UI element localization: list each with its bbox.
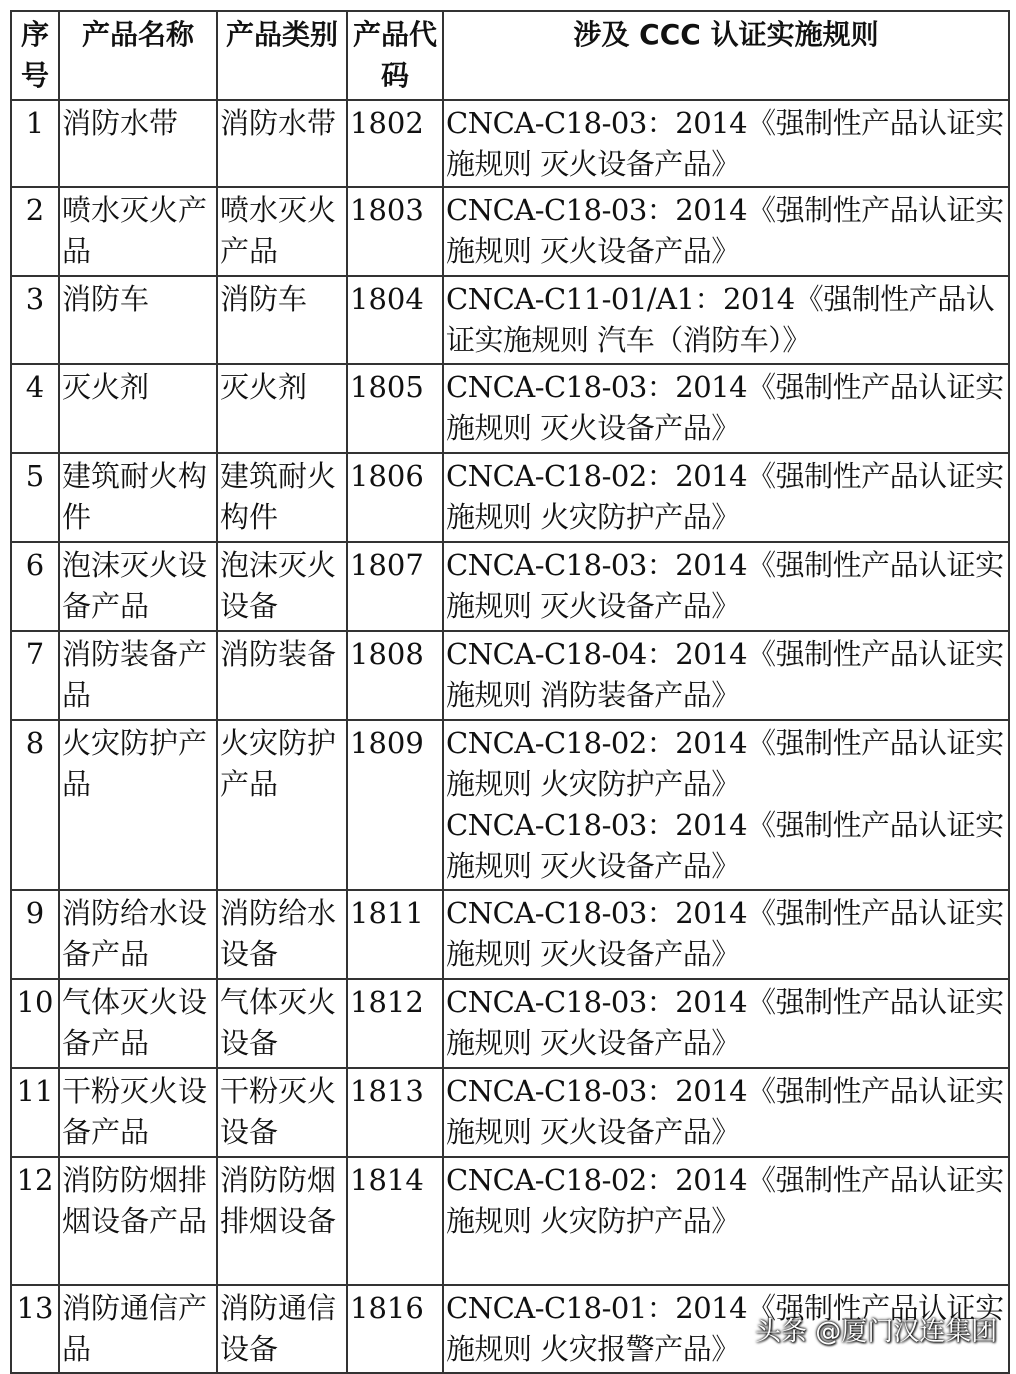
cell-product-code: 1805 bbox=[347, 364, 443, 453]
rule-text: CNCA-C18-01：2014《强制性产品认证实施规则 火灾报警产品》 bbox=[446, 1291, 1004, 1366]
table-row bbox=[11, 187, 1009, 276]
cell-product-name: 干粉灭火设备产品 bbox=[59, 1068, 217, 1157]
cell-product-code: 1803 bbox=[347, 187, 443, 276]
cell-ccc-rules bbox=[443, 890, 1009, 979]
cell-product-code: 1809 bbox=[347, 720, 443, 890]
cell-seq: 6 bbox=[11, 542, 59, 631]
header-product-name: 产品名称 bbox=[59, 11, 217, 100]
table-row bbox=[11, 1068, 1009, 1157]
cell-product-category: 消防给水设备 bbox=[217, 890, 347, 979]
watermark: 头条 @厦门汉连集团 bbox=[755, 1317, 998, 1347]
cell-seq: 3 bbox=[11, 276, 59, 364]
cell-product-code: 1802 bbox=[347, 100, 443, 187]
cell-product-code: 1814 bbox=[347, 1157, 443, 1285]
cell-product-name: 消防给水设备产品 bbox=[59, 890, 217, 979]
cell-product-code: 1808 bbox=[347, 631, 443, 720]
cell-product-name: 消防通信产品 bbox=[59, 1285, 217, 1373]
cell-ccc-rules bbox=[443, 720, 1009, 890]
cell-product-category: 消防水带 bbox=[217, 100, 347, 187]
cell-product-name: 火灾防护产品 bbox=[59, 720, 217, 890]
cell-seq: 4 bbox=[11, 364, 59, 453]
header-product-code: 产品代码 bbox=[347, 11, 443, 100]
header-product-category: 产品类别 bbox=[217, 11, 347, 100]
cell-product-code: 1812 bbox=[347, 979, 443, 1068]
cell-ccc-rules bbox=[443, 631, 1009, 720]
cell-product-name: 喷水灭火产品 bbox=[59, 187, 217, 276]
rule-text: CNCA-C18-03：2014《强制性产品认证实施规则 灭火设备产品》 bbox=[446, 808, 1004, 883]
cell-product-category: 消防车 bbox=[217, 276, 347, 364]
table-row bbox=[11, 453, 1009, 542]
table-row bbox=[11, 1157, 1009, 1285]
cell-ccc-rules bbox=[443, 187, 1009, 276]
cell-product-name: 消防车 bbox=[59, 276, 217, 364]
cell-seq: 9 bbox=[11, 890, 59, 979]
rule-text: CNCA-C18-03：2014《强制性产品认证实施规则 灭火设备产品》 bbox=[446, 985, 1004, 1060]
cell-product-name: 建筑耐火构件 bbox=[59, 453, 217, 542]
cell-seq: 1 bbox=[11, 100, 59, 187]
cell-product-category: 泡沫灭火设备 bbox=[217, 542, 347, 631]
rule-text: CNCA-C18-03：2014《强制性产品认证实施规则 灭火设备产品》 bbox=[446, 106, 1004, 181]
cell-product-code: 1813 bbox=[347, 1068, 443, 1157]
cell-seq: 7 bbox=[11, 631, 59, 720]
cell-seq: 11 bbox=[11, 1068, 59, 1157]
table-header-row bbox=[11, 11, 1009, 100]
cell-product-code: 1804 bbox=[347, 276, 443, 364]
cell-product-name: 消防水带 bbox=[59, 100, 217, 187]
cell-seq: 2 bbox=[11, 187, 59, 276]
cell-product-code: 1807 bbox=[347, 542, 443, 631]
cell-ccc-rules bbox=[443, 542, 1009, 631]
header-seq: 序号 bbox=[11, 11, 59, 100]
cell-ccc-rules bbox=[443, 100, 1009, 187]
cell-product-category: 干粉灭火设备 bbox=[217, 1068, 347, 1157]
cell-seq: 8 bbox=[11, 720, 59, 890]
cell-product-category: 灭火剂 bbox=[217, 364, 347, 453]
cell-product-category: 建筑耐火构件 bbox=[217, 453, 347, 542]
rule-text: CNCA-C18-02：2014《强制性产品认证实施规则 火灾防护产品》 bbox=[446, 726, 1004, 801]
rule-text: CNCA-C18-03：2014《强制性产品认证实施规则 灭火设备产品》 bbox=[446, 370, 1004, 445]
cell-product-category: 消防通信设备 bbox=[217, 1285, 347, 1373]
cell-product-category: 消防装备 bbox=[217, 631, 347, 720]
rule-text: CNCA-C18-03：2014《强制性产品认证实施规则 灭火设备产品》 bbox=[446, 896, 1004, 971]
table-row bbox=[11, 100, 1009, 187]
cell-product-category: 火灾防护产品 bbox=[217, 720, 347, 890]
table-row bbox=[11, 542, 1009, 631]
cell-product-code: 1816 bbox=[347, 1285, 443, 1373]
cell-product-name: 消防装备产品 bbox=[59, 631, 217, 720]
rule-text: CNCA-C18-02：2014《强制性产品认证实施规则 火灾防护产品》 bbox=[446, 1163, 1004, 1238]
cell-seq: 5 bbox=[11, 453, 59, 542]
cell-product-name: 灭火剂 bbox=[59, 364, 217, 453]
cell-product-name: 气体灭火设备产品 bbox=[59, 979, 217, 1068]
table-row bbox=[11, 890, 1009, 979]
cell-product-category: 气体灭火设备 bbox=[217, 979, 347, 1068]
cell-seq: 10 bbox=[11, 979, 59, 1068]
cell-ccc-rules bbox=[443, 364, 1009, 453]
cell-product-name: 泡沫灭火设备产品 bbox=[59, 542, 217, 631]
cell-product-code: 1811 bbox=[347, 890, 443, 979]
cell-ccc-rules bbox=[443, 1068, 1009, 1157]
table-row bbox=[11, 979, 1009, 1068]
header-ccc-rules: 涉及 CCC 认证实施规则 bbox=[443, 11, 1009, 100]
table-row bbox=[11, 631, 1009, 720]
cell-ccc-rules bbox=[443, 453, 1009, 542]
table-row bbox=[11, 364, 1009, 453]
cell-ccc-rules bbox=[443, 1157, 1009, 1285]
cell-product-category: 喷水灭火产品 bbox=[217, 187, 347, 276]
table-row bbox=[11, 276, 1009, 364]
rule-text: CNCA-C18-04：2014《强制性产品认证实施规则 消防装备产品》 bbox=[446, 637, 1004, 712]
cell-ccc-rules bbox=[443, 276, 1009, 364]
cell-seq: 12 bbox=[11, 1157, 59, 1285]
rule-text: CNCA-C18-03：2014《强制性产品认证实施规则 灭火设备产品》 bbox=[446, 193, 1004, 268]
rule-text: CNCA-C11-01/A1：2014《强制性产品认证实施规则 汽车（消防车）》 bbox=[446, 282, 995, 357]
cell-ccc-rules bbox=[443, 979, 1009, 1068]
table-row bbox=[11, 720, 1009, 890]
cell-product-name: 消防防烟排烟设备产品 bbox=[59, 1157, 217, 1285]
rule-text: CNCA-C18-03：2014《强制性产品认证实施规则 灭火设备产品》 bbox=[446, 548, 1004, 623]
table-body bbox=[11, 100, 1009, 1373]
rule-text: CNCA-C18-02：2014《强制性产品认证实施规则 火灾防护产品》 bbox=[446, 459, 1004, 534]
ccc-certification-table bbox=[10, 10, 1010, 1374]
cell-product-code: 1806 bbox=[347, 453, 443, 542]
cell-product-category: 消防防烟排烟设备 bbox=[217, 1157, 347, 1285]
rule-text: CNCA-C18-03：2014《强制性产品认证实施规则 灭火设备产品》 bbox=[446, 1074, 1004, 1149]
cell-seq: 13 bbox=[11, 1285, 59, 1373]
